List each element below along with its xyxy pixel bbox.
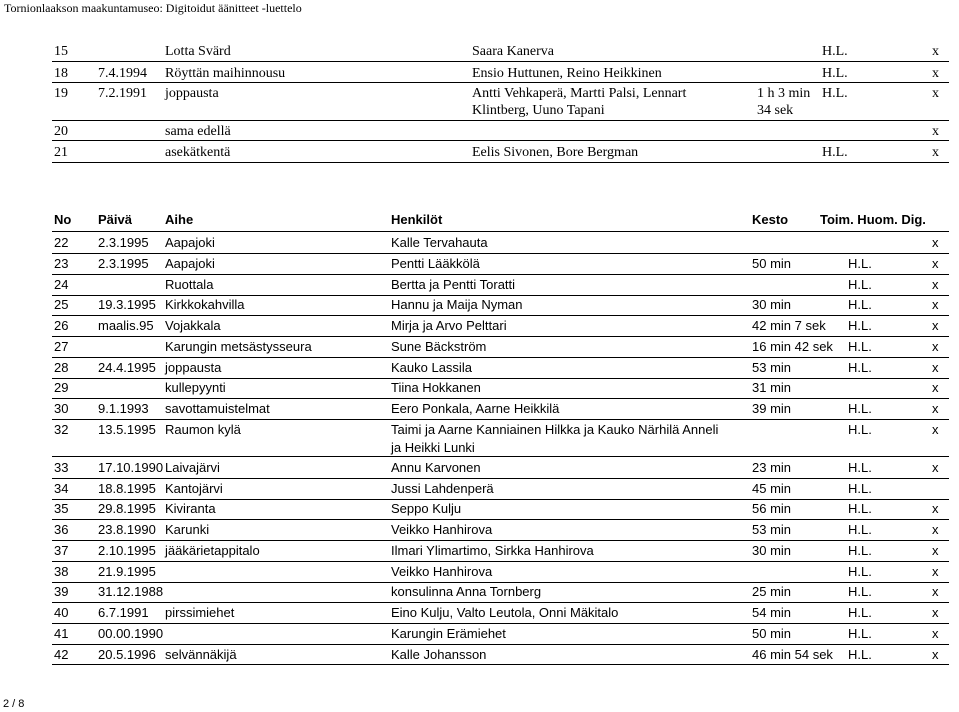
row-separator — [52, 478, 949, 479]
cell-topic: joppausta — [165, 86, 219, 101]
cell-duration: 31 min — [752, 380, 792, 395]
cell-duration: 39 min — [752, 401, 792, 416]
cell-digitized: x — [932, 605, 939, 620]
cell-persons: Klintberg, Uuno Tapani — [472, 103, 605, 118]
cell-date: 18.8.1995 — [98, 481, 156, 496]
cell-no: 29 — [54, 380, 69, 395]
cell-no: 39 — [54, 584, 69, 599]
cell-no: 18 — [54, 66, 68, 81]
cell-digitized: x — [932, 401, 939, 416]
cell-persons: Veikko Hanhirova — [391, 522, 493, 537]
header-topic: Aihe — [165, 212, 194, 227]
header-rights-notes-digi: Toim. Huom. Dig. — [820, 212, 926, 227]
cell-persons: Eero Ponkala, Aarne Heikkilä — [391, 401, 560, 416]
cell-topic: selvännäkijä — [165, 647, 237, 662]
cell-no: 27 — [54, 339, 69, 354]
cell-duration: 1 h 3 min — [757, 86, 811, 101]
cell-topic: Röyttän maihinnousu — [165, 66, 286, 81]
cell-duration: 30 min — [752, 543, 792, 558]
cell-no: 42 — [54, 647, 69, 662]
cell-persons: Eelis Sivonen, Bore Bergman — [472, 145, 639, 160]
cell-no: 41 — [54, 626, 69, 641]
cell-persons: Karungin Erämiehet — [391, 626, 506, 641]
cell-persons: Ilmari Ylimartimo, Sirkka Hanhirova — [391, 543, 594, 558]
row-separator — [52, 82, 949, 83]
row-separator — [52, 315, 949, 316]
cell-date: 00.00.1990 — [98, 626, 164, 641]
row-separator — [52, 519, 949, 520]
cell-rights: H.L. — [848, 256, 872, 271]
cell-topic: Laivajärvi — [165, 460, 220, 475]
cell-topic: pirssimiehet — [165, 605, 235, 620]
row-separator — [52, 499, 949, 500]
cell-duration: 16 min 42 sek — [752, 339, 833, 354]
cell-digitized: x — [932, 235, 939, 250]
cell-no: 33 — [54, 460, 69, 475]
cell-digitized: x — [932, 318, 939, 333]
row-separator — [52, 140, 949, 141]
cell-rights: H.L. — [848, 339, 872, 354]
cell-digitized: x — [932, 145, 939, 160]
cell-topic: jääkärietappitalo — [165, 543, 260, 558]
cell-digitized: x — [932, 460, 939, 475]
cell-topic: savottamuistelmat — [165, 401, 270, 416]
cell-topic: Vojakkala — [165, 318, 221, 333]
cell-date: 21.9.1995 — [98, 564, 156, 579]
cell-no: 34 — [54, 481, 69, 496]
cell-date: maalis.95 — [98, 318, 154, 333]
row-separator — [52, 456, 949, 457]
cell-digitized: x — [932, 297, 939, 312]
cell-date: 29.8.1995 — [98, 501, 156, 516]
page-header: Tornionlaakson maakuntamuseo: Digitoidut äänitteet -luettelo — [4, 1, 302, 15]
cell-rights: H.L. — [848, 460, 872, 475]
row-separator — [52, 295, 949, 296]
row-separator — [52, 357, 949, 358]
cell-rights: H.L. — [822, 145, 848, 160]
cell-digitized: x — [932, 626, 939, 641]
cell-topic: sama edellä — [165, 124, 231, 139]
cell-digitized: x — [932, 66, 939, 81]
row-separator — [52, 644, 949, 645]
cell-digitized: x — [932, 422, 939, 437]
cell-no: 35 — [54, 501, 69, 516]
cell-persons: Bertta ja Pentti Toratti — [391, 277, 516, 292]
cell-persons: konsulinna Anna Tornberg — [391, 584, 542, 599]
row-separator — [52, 274, 949, 275]
cell-rights: H.L. — [848, 584, 872, 599]
row-separator — [52, 540, 949, 541]
cell-no: 40 — [54, 605, 69, 620]
cell-duration: 50 min — [752, 626, 792, 641]
cell-digitized: x — [932, 543, 939, 558]
page-number: 2 / 8 — [3, 698, 25, 710]
cell-date: 17.10.1990 — [98, 460, 164, 475]
cell-rights: H.L. — [848, 543, 872, 558]
cell-digitized: x — [932, 124, 939, 139]
cell-digitized: x — [932, 501, 939, 516]
cell-date: 20.5.1996 — [98, 647, 156, 662]
cell-duration: 30 min — [752, 297, 792, 312]
cell-rights: H.L. — [822, 86, 848, 101]
cell-persons: Seppo Kulju — [391, 501, 462, 516]
cell-no: 25 — [54, 297, 69, 312]
cell-persons: Sune Bäckström — [391, 339, 487, 354]
cell-digitized: x — [932, 522, 939, 537]
cell-date: 2.3.1995 — [98, 256, 149, 271]
cell-duration: 23 min — [752, 460, 792, 475]
cell-topic: Lotta Svärd — [165, 44, 231, 59]
cell-duration: 50 min — [752, 256, 792, 271]
cell-no: 28 — [54, 360, 69, 375]
cell-persons: Hannu ja Maija Nyman — [391, 297, 523, 312]
header-duration: Kesto — [752, 212, 789, 227]
cell-duration: 34 sek — [757, 103, 794, 118]
cell-no: 20 — [54, 124, 68, 139]
cell-no: 36 — [54, 522, 69, 537]
cell-no: 32 — [54, 422, 69, 437]
cell-topic: Kirkkokahvilla — [165, 297, 245, 312]
row-separator — [52, 561, 949, 562]
cell-persons: Saara Kanerva — [472, 44, 555, 59]
cell-no: 26 — [54, 318, 69, 333]
cell-duration: 46 min 54 sek — [752, 647, 833, 662]
cell-persons: Kalle Johansson — [391, 647, 487, 662]
cell-digitized: x — [932, 277, 939, 292]
cell-rights: H.L. — [822, 44, 848, 59]
cell-topic: Aapajoki — [165, 235, 215, 250]
cell-duration: 25 min — [752, 584, 792, 599]
cell-no: 38 — [54, 564, 69, 579]
cell-persons: Tiina Hokkanen — [391, 380, 481, 395]
row-separator — [52, 602, 949, 603]
header-date: Päivä — [98, 212, 132, 227]
cell-topic: joppausta — [165, 360, 222, 375]
cell-rights: H.L. — [848, 297, 872, 312]
cell-topic: kullepyynti — [165, 380, 226, 395]
cell-topic: Karungin metsästysseura — [165, 339, 312, 354]
cell-topic: Karunki — [165, 522, 210, 537]
cell-duration: 56 min — [752, 501, 792, 516]
row-separator — [52, 582, 949, 583]
cell-topic: Aapajoki — [165, 256, 215, 271]
cell-no: 21 — [54, 145, 68, 160]
cell-date: 13.5.1995 — [98, 422, 156, 437]
cell-persons: Annu Karvonen — [391, 460, 481, 475]
cell-duration: 45 min — [752, 481, 792, 496]
cell-persons: Pentti Lääkkölä — [391, 256, 480, 271]
cell-rights: H.L. — [848, 360, 872, 375]
cell-duration: 42 min 7 sek — [752, 318, 826, 333]
cell-topic: Ruottala — [165, 277, 214, 292]
cell-rights: H.L. — [848, 501, 872, 516]
cell-persons: Ensio Huttunen, Reino Heikkinen — [472, 66, 662, 81]
cell-digitized: x — [932, 44, 939, 59]
cell-rights: H.L. — [822, 66, 848, 81]
cell-persons: Eino Kulju, Valto Leutola, Onni Mäkitalo — [391, 605, 619, 620]
cell-duration: 53 min — [752, 360, 792, 375]
cell-date: 2.3.1995 — [98, 235, 149, 250]
cell-date: 7.4.1994 — [98, 66, 147, 81]
cell-persons: Jussi Lahdenperä — [391, 481, 494, 496]
row-separator — [52, 253, 949, 254]
cell-persons: Kalle Tervahauta — [391, 235, 488, 250]
cell-rights: H.L. — [848, 277, 872, 292]
cell-date: 2.10.1995 — [98, 543, 156, 558]
cell-duration: 54 min — [752, 605, 792, 620]
cell-digitized: x — [932, 360, 939, 375]
cell-rights: H.L. — [848, 422, 872, 437]
cell-no: 30 — [54, 401, 69, 416]
cell-digitized: x — [932, 380, 939, 395]
cell-date: 9.1.1993 — [98, 401, 149, 416]
cell-topic: asekätkentä — [165, 145, 231, 160]
row-separator — [52, 61, 949, 62]
cell-digitized: x — [932, 584, 939, 599]
row-separator — [52, 162, 949, 163]
cell-rights: H.L. — [848, 626, 872, 641]
cell-date: 23.8.1990 — [98, 522, 156, 537]
row-separator — [52, 664, 949, 665]
row-separator — [52, 419, 949, 420]
cell-persons: Veikko Hanhirova — [391, 564, 493, 579]
cell-rights: H.L. — [848, 401, 872, 416]
cell-digitized: x — [932, 339, 939, 354]
cell-date: 24.4.1995 — [98, 360, 156, 375]
row-separator — [52, 623, 949, 624]
cell-persons: Antti Vehkaperä, Martti Palsi, Lennart — [472, 86, 687, 101]
cell-date: 31.12.1988 — [98, 584, 164, 599]
cell-rights: H.L. — [848, 647, 872, 662]
cell-date: 7.2.1991 — [98, 86, 147, 101]
cell-digitized: x — [932, 256, 939, 271]
cell-persons: Kauko Lassila — [391, 360, 472, 375]
cell-rights: H.L. — [848, 481, 872, 496]
header-no: No — [54, 212, 72, 227]
row-separator — [52, 120, 949, 121]
cell-no: 19 — [54, 86, 68, 101]
header-persons: Henkilöt — [391, 212, 443, 227]
cell-no: 22 — [54, 235, 69, 250]
cell-no: 24 — [54, 277, 69, 292]
cell-persons: Taimi ja Aarne Kanniainen Hilkka ja Kauko Närhilä Anneli — [391, 422, 719, 437]
row-separator — [52, 398, 949, 399]
cell-rights: H.L. — [848, 564, 872, 579]
row-separator — [52, 336, 949, 337]
cell-persons: Mirja ja Arvo Pelttari — [391, 318, 507, 333]
cell-digitized: x — [932, 647, 939, 662]
cell-date: 6.7.1991 — [98, 605, 149, 620]
cell-duration: 53 min — [752, 522, 792, 537]
cell-rights: H.L. — [848, 522, 872, 537]
row-separator — [52, 231, 949, 232]
cell-date: 19.3.1995 — [98, 297, 156, 312]
cell-rights: H.L. — [848, 318, 872, 333]
cell-topic: Raumon kylä — [165, 422, 241, 437]
row-separator — [52, 378, 949, 379]
cell-no: 15 — [54, 44, 68, 59]
cell-digitized: x — [932, 564, 939, 579]
cell-rights: H.L. — [848, 605, 872, 620]
cell-topic: Kiviranta — [165, 501, 216, 516]
cell-no: 37 — [54, 543, 69, 558]
cell-persons: ja Heikki Lunki — [391, 440, 475, 455]
cell-digitized: x — [932, 86, 939, 101]
cell-topic: Kantojärvi — [165, 481, 223, 496]
cell-no: 23 — [54, 256, 69, 271]
